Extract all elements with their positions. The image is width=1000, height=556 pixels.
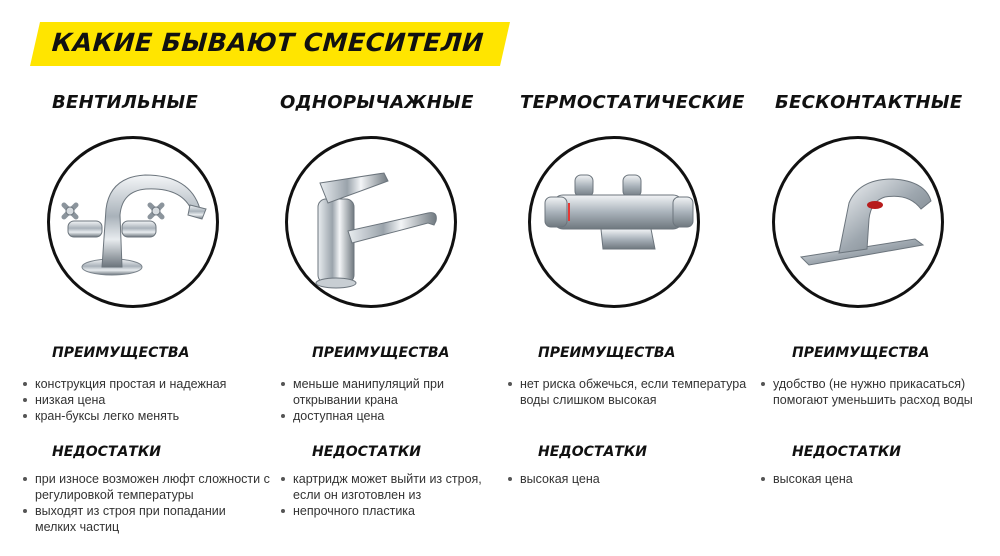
cons-item: при износе возможен люфт сложности с регулировкой температуры — [20, 471, 270, 503]
pros-item: конструкция простая и надежная — [20, 376, 245, 392]
cons-title: НЕДОСТАТКИ — [538, 444, 648, 460]
cons-list — [20, 471, 270, 535]
cons-list — [278, 471, 490, 519]
column-touchless — [750, 0, 1000, 556]
pros-title: ПРЕИМУЩЕСТВА — [792, 345, 930, 361]
pros-list — [20, 376, 245, 424]
column-thermostatic — [500, 0, 750, 556]
column-single-lever — [250, 0, 500, 556]
faucet-image-circle — [47, 136, 219, 308]
cons-list — [758, 471, 998, 487]
pros-item: доступная цена — [278, 408, 478, 424]
pros-item: нет риска обжечься, если температура воды слишком высокая — [505, 376, 750, 408]
type-title: ВЕНТИЛЬНЫЕ — [52, 92, 199, 113]
cons-title: НЕДОСТАТКИ — [792, 444, 902, 460]
pros-list — [278, 376, 478, 424]
cons-item: выходят из строя при попадании мелких частиц — [20, 503, 235, 535]
type-title: БЕСКОНТАКТНЫЕ — [775, 92, 963, 113]
sensor-faucet-icon — [775, 139, 947, 311]
pros-item: меньше манипуляций при открывании крана — [278, 376, 478, 408]
cons-title: НЕДОСТАТКИ — [52, 444, 162, 460]
cons-item: непрочного пластика — [278, 503, 490, 519]
pros-list — [505, 376, 750, 408]
pros-item: кран-буксы легко менять — [20, 408, 245, 424]
pros-item: удобство (не нужно прикасаться) помогают уменьшить расход воды — [758, 376, 998, 408]
page-title: КАКИЕ БЫВАЮТ СМЕСИТЕЛИ — [50, 28, 485, 57]
thermostatic-mixer-icon — [531, 139, 703, 311]
cons-list — [505, 471, 750, 487]
single-lever-faucet-icon — [288, 139, 460, 311]
faucet-image-circle — [772, 136, 944, 308]
pros-list — [758, 376, 998, 408]
faucet-image-circle — [528, 136, 700, 308]
pros-item: низкая цена — [20, 392, 245, 408]
two-handle-faucet-icon — [50, 139, 222, 311]
cons-item: высокая цена — [505, 471, 750, 487]
cons-item: высокая цена — [758, 471, 998, 487]
pros-title: ПРЕИМУЩЕСТВА — [538, 345, 676, 361]
cons-title: НЕДОСТАТКИ — [312, 444, 422, 460]
type-title: ОДНОРЫЧАЖНЫЕ — [280, 92, 474, 113]
type-title: ТЕРМОСТАТИЧЕСКИЕ — [520, 92, 745, 113]
cons-item: картридж может выйти из строя, если он изготовлен из — [278, 471, 490, 503]
pros-title: ПРЕИМУЩЕСТВА — [312, 345, 450, 361]
pros-title: ПРЕИМУЩЕСТВА — [52, 345, 190, 361]
faucet-image-circle — [285, 136, 457, 308]
